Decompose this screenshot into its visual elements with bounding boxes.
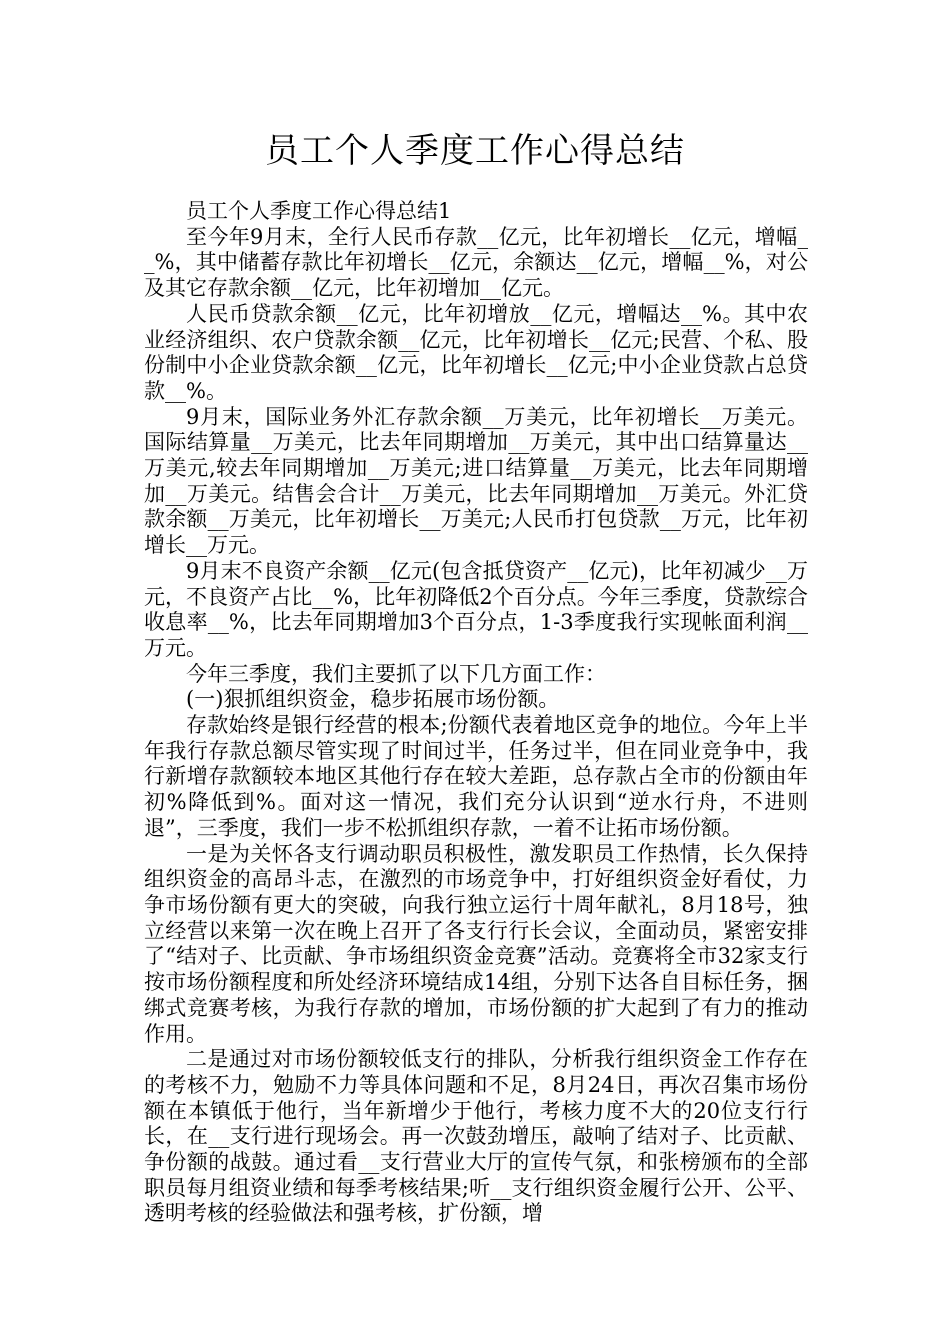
document-body — [144, 199, 808, 1227]
paragraph-international: 9月末，国际业务外汇存款余额__万美元，比年初增长__万美元。国际结算量__万美元，比去年同期增加__万美元，其中出口结算量达__万美元,较去年同期增加__万美元;进口结算量__万美元，比去年同期增加__万美元。结售会合计__万美元，比去年同期增加__万美元。外汇贷款余额__万美元，比年初增长__万美元;人民币打包贷款__万元，比年初增长__万元。 — [144, 404, 808, 558]
document-title: 员工个人季度工作心得总结 — [265, 131, 685, 171]
paragraph-nonperforming: 9月末不良资产余额__亿元(包含抵贷资产__亿元)，比年初减少__万元，不良资产占比__%，比年初降低2个百分点。今年三季度，贷款综合收息率__%，比去年同期增加3个百分点，1-3季度我行实现帐面利润__万元。 — [144, 558, 808, 660]
paragraph-point-two: 二是通过对市场份额较低支行的排队，分析我行组织资金工作存在的考核不力，勉励不力等具体问题和不足，8月24日，再次召集市场份额在本镇低于他行，当年新增少于他行，考核力度不大的20位支行行长，在__支行进行现场会。再一次鼓劲增压，敲响了结对子、比贡献、争份额的战鼓。通过看__支行营业大厅的宣传气氛，和张榜颁布的全部职员每月组资业绩和每季考核结果;听__支行组织资金履行公开、公平、透明考核的经验做法和强考核，扩份额，增 — [144, 1047, 808, 1226]
paragraph-deposits: 至今年9月末，全行人民币存款__亿元，比年初增长__亿元，增幅__%，其中储蓄存款比年初增长__亿元，余额达__亿元，增幅__%，对公及其它存款余额__亿元，比年初增加__亿元。 — [144, 224, 808, 301]
paragraph-point-one: 一是为关怀各支行调动职员积极性，激发职员工作热情，长久保持组织资金的高昂斗志，在激烈的市场竞争中，打好组织资金好看仗，力争市场份额有更大的突破，向我行独立运行十周年献礼，8月18号，独立经营以来第一次在晚上召开了各支行行长会议，全面动员，紧密安排了“结对子、比贡献、争市场组织资金竞赛”活动。竞赛将全市32家支行按市场份额程度和所处经济环境结成14组，分别下达各自目标任务，捆绑式竞赛考核，为我行存款的增加，市场份额的扩大起到了有力的推动作用。 — [144, 841, 808, 1046]
paragraph-section-one: (一)狠抓组织资金，稳步拓展市场份额。 — [186, 687, 560, 712]
paragraph-work-intro: 今年三季度，我们主要抓了以下几方面工作： — [186, 661, 606, 686]
paragraph-loans: 人民币贷款余额__亿元，比年初增放__亿元，增幅达__%。其中农业经济组织、农户贷款余额__亿元，比年初增长__亿元;民营、个私、股份制中小企业贷款余额__亿元，比年初增长__亿元;中小企业贷款占总贷款__%。 — [144, 301, 808, 403]
paragraph-deposit-basis: 存款始终是银行经营的根本;份额代表着地区竞争的地位。今年上半年我行存款总额尽管实现了时间过半，任务过半，但在同业竞争中，我行新增存款额较本地区其他行存在较大差距，总存款占全市的份额由年初%降低到%。面对这一情况，我们充分认识到“逆水行舟，不进则退”，三季度，我们一步不松抓组织存款，一着不让拓市场份额。 — [144, 713, 808, 840]
paragraph-heading: 员工个人季度工作心得总结1 — [186, 199, 452, 223]
